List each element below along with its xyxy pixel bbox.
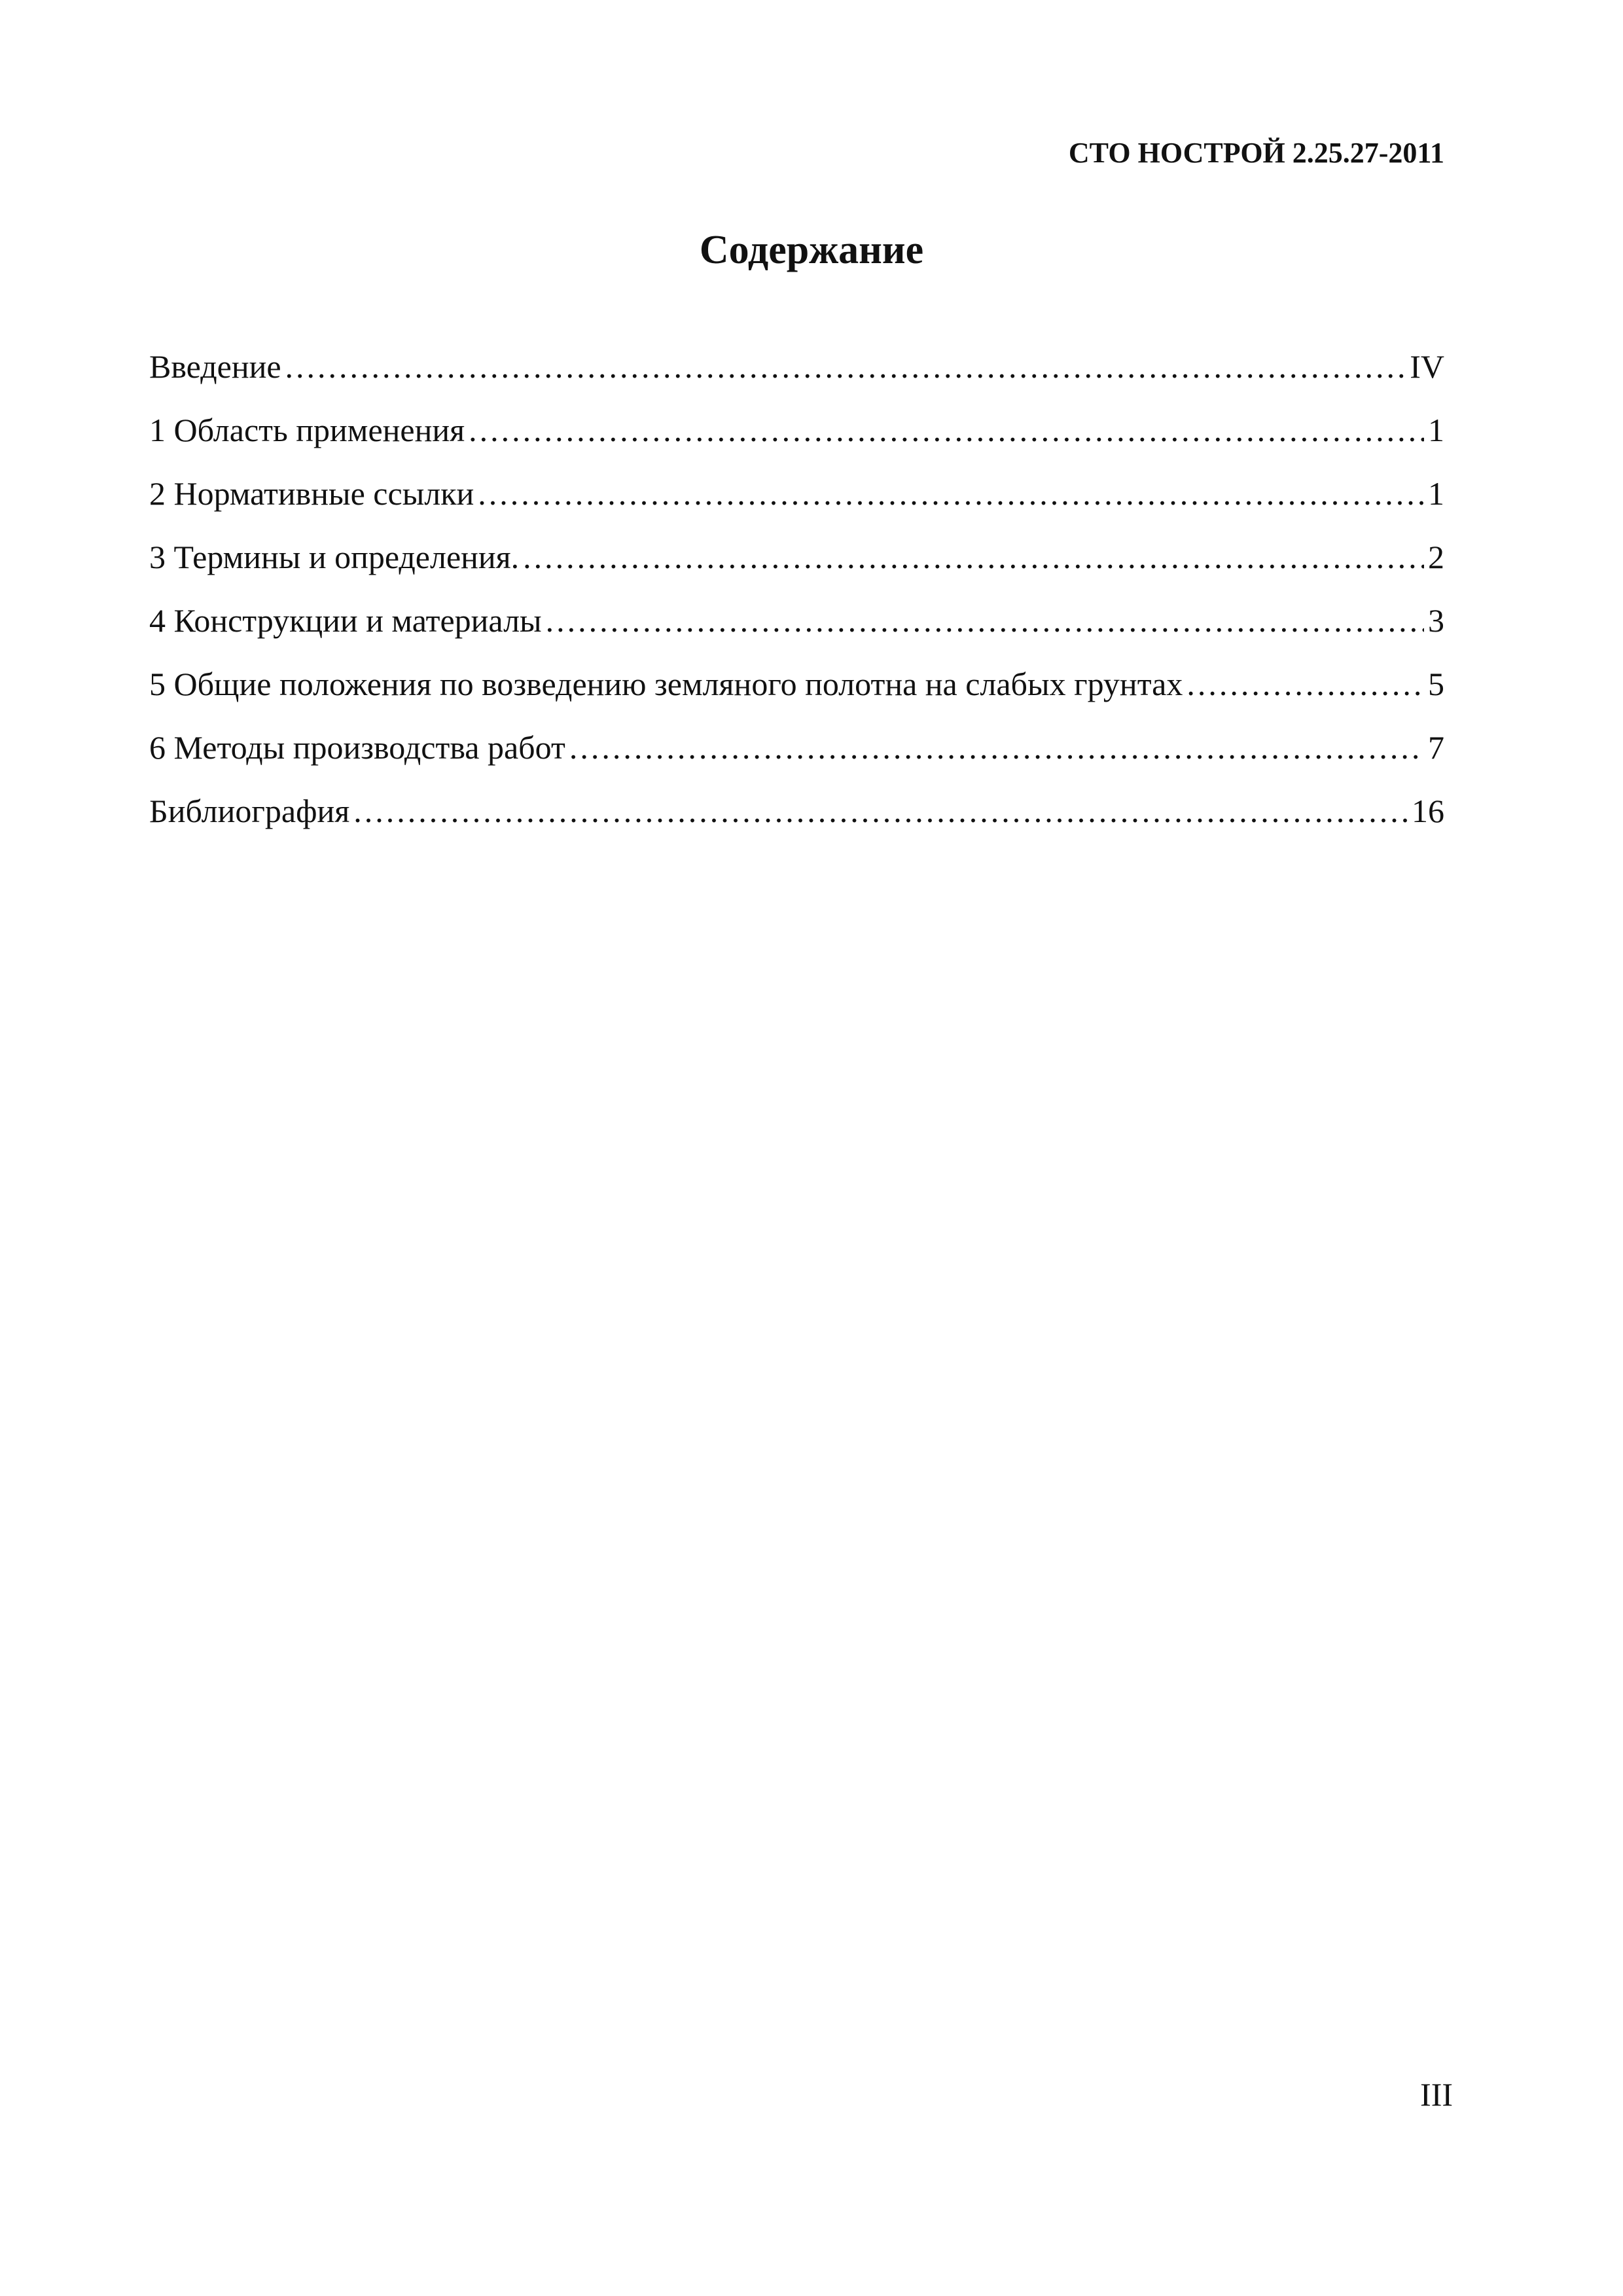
toc-leader-dots <box>569 728 1424 767</box>
toc-leader-dots <box>523 537 1424 577</box>
toc-entry-label: 3 Термины и определения. <box>149 539 520 575</box>
toc-entry-general-provisions[interactable] <box>149 664 1444 728</box>
toc-leader-dots <box>469 410 1424 450</box>
toc-entry-label: 4 Конструкции и материалы <box>149 602 542 639</box>
toc-entry-label: 2 Нормативные ссылки <box>149 475 474 512</box>
toc-entry-page: 16 <box>1412 793 1444 829</box>
toc-entry-page: 5 <box>1428 666 1444 702</box>
toc-entry-page: 2 <box>1428 539 1444 575</box>
toc-entry-label: Библиография <box>149 793 350 829</box>
toc-entry-work-methods[interactable] <box>149 728 1444 791</box>
toc-entry-page: 1 <box>1428 412 1444 448</box>
toc-entry-structures-materials[interactable] <box>149 601 1444 664</box>
toc-entry-label: 5 Общие положения по возведению земляного полотна на слабых грунтах <box>149 666 1183 702</box>
toc-entry-terms-definitions[interactable] <box>149 537 1444 601</box>
toc-entry-label: Введение <box>149 348 281 385</box>
toc-entry-page: IV <box>1410 348 1444 385</box>
toc-entry-label: 1 Область применения <box>149 412 465 448</box>
toc-leader-dots <box>478 474 1424 513</box>
toc-entry-normative-references[interactable] <box>149 474 1444 537</box>
table-of-contents <box>149 347 1444 855</box>
toc-leader-dots <box>1186 664 1424 704</box>
toc-entry-page: 1 <box>1428 475 1444 512</box>
toc-leader-dots <box>285 347 1406 386</box>
toc-title: Содержание <box>699 228 924 272</box>
toc-entry-bibliography[interactable] <box>149 791 1444 855</box>
toc-entry-page: 7 <box>1428 729 1444 766</box>
toc-entry-label: 6 Методы производства работ <box>149 729 565 766</box>
page-number: III <box>1420 2076 1453 2113</box>
document-code: СТО НОСТРОЙ 2.25.27-2011 <box>1068 137 1444 169</box>
toc-entry-introduction[interactable] <box>149 347 1444 410</box>
toc-leader-dots <box>546 601 1424 640</box>
toc-leader-dots <box>353 791 1408 831</box>
toc-entry-page: 3 <box>1428 602 1444 639</box>
toc-entry-scope[interactable] <box>149 410 1444 474</box>
